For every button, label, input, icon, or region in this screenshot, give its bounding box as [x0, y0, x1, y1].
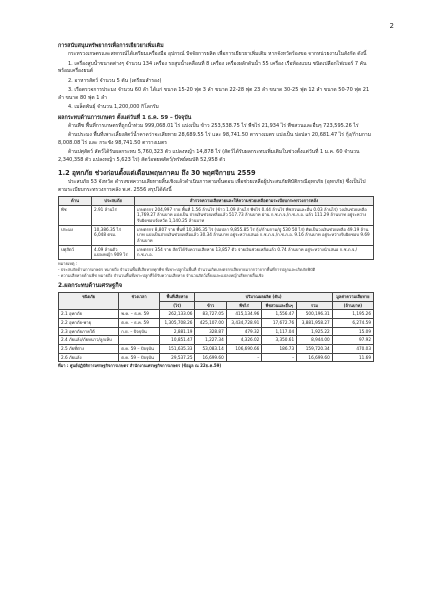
table-cell: พืช: [59, 205, 92, 225]
section-heading-flood: 1.2 อุทกภัย ช่วงก่อนตั้งแต่เดือนพฤษภาคม ถึง 30 พฤศจิกายน 2559: [58, 168, 256, 177]
table-cell: 159,720.34: [297, 344, 333, 353]
table-header: ช่วงเวลา: [119, 293, 160, 310]
table-cell: 2.91 ล้านไร่: [92, 205, 135, 225]
table-cell: 3,881,958.27: [297, 318, 333, 327]
table-cell: 3,350.61: [262, 336, 297, 345]
table-cell: 2.5 ภัยที่ต่าง: [59, 344, 119, 353]
table-cell: 4,326.02: [226, 336, 262, 345]
paragraph: 1. เครื่องสูบน้ำขนาดต่างๆ จำนวน 134 เครื่อง รถสูบน้ำเคลื่อนที่ 8 เครื่อง เครื่องผลักดันน้ำ 55 เครื่อง เรือท้องแบน ชนิดเปลือกไฟเบอร์ 7 คัน พร้อมเครื่องยนต์: [58, 60, 367, 75]
table-row: [59, 344, 374, 353]
table-cell: 17,672.76: [262, 318, 297, 327]
table-cell: 10,851.47: [159, 336, 195, 345]
table-cell: ปศุสัตว์: [59, 245, 92, 259]
table-cell: 8,944.00: [297, 336, 333, 345]
paragraph: 4. เมล็ดพันธุ์ จำนวน 1,200,000 กิโลกรัม: [68, 103, 159, 110]
table-header: ปริมาณผลผลิต (ตัน): [195, 293, 332, 301]
note-item: - ประสบภัยด้านการเกษตร หมายถึง จำนวนพื้นที่เสียหายทุกพืช ที่เพาะปลูกในพื้นที่ จำนวนเกิดเกษตรกรเสียหายมากกว่าจากพื้นที่การปลูกและเกิดภัยพิบัติ: [58, 266, 316, 272]
table-header: พื้นที่เสียหาย: [159, 293, 195, 301]
table-cell: พ.ค. – ธ.ค. 59: [119, 310, 160, 319]
table-cell: 415,134.96: [226, 310, 262, 319]
table-cell: [119, 336, 160, 345]
table-cell: 1,227.34: [195, 336, 226, 345]
economic-impact-table: [58, 292, 374, 362]
table-row: [59, 353, 374, 362]
table-cell: 186.73: [262, 344, 297, 353]
paragraph: ด้านประมง พื้นที่เพาะเลี้ยงสัตว์น้ำคาดว่าจะเสียหาย 28,689.55 ไร่ และ 98,741.50 ตารางเมตร แบ่งเป็น บ่อปลา 20,681.47 ไร่ กุ้ง/ก้ามกาม 8,008.08 ไร่ และ กระชัง 98,741.50 ตารางเมตร: [58, 132, 371, 146]
table-cell: –: [226, 353, 262, 362]
notes-label: หมายเหตุ :: [58, 261, 78, 267]
source-note: ที่มา : ศูนย์ปฏิบัติการเศรษฐกิจการเกษตร สำนักงานเศรษฐกิจการเกษตร (ข้อมูล ณ 22ธ.ค.59): [58, 363, 222, 369]
table-cell: 3,434,728.91: [226, 318, 262, 327]
table-cell: ประมง: [59, 225, 92, 245]
table-cell: 11.69: [332, 353, 373, 362]
table-header: ประสบภัย: [92, 196, 135, 205]
table-row: [59, 225, 374, 245]
notes: [58, 261, 374, 278]
table-cell: 328.87: [195, 327, 226, 336]
table-cell: 16,699.60: [195, 353, 226, 362]
table-cell: เกษตรกร 204,997 ราย พื้นที่ 1.56 ล้านไร่ (ข้าว 1.09 ล้านไร่ พืชไร่ 0.44 ล้านไร่ พืชสวนและอื่น 0.03 ล้านไร่) วงเงินช่วยเหลือ 1,769.27 ล้านบาท แบ่งเป็น จ่ายเงินช่วยเหลือแล้ว 517.73 ล้านบาท ผ่าน ก.ช.ภ.จ./ก.ช.ภ.อ. แล้ว 111.29 ล้านบาท อยู่ระหว่างรับผิดชอบจังหวัด 1,140.25 ล้านบาท: [135, 205, 374, 225]
table-cell: 1,556.47: [262, 310, 297, 319]
table-header: ชนิดภัย: [59, 293, 119, 310]
table-cell: 1,305,708.26: [159, 318, 195, 327]
table-cell: ก.ย. – ปัจจุบัน: [119, 327, 160, 336]
paragraph: ประสบภัย 53 จังหวัด ดำรงขพความเสียหายสิ้นเชิงแล้วดำเนินการตามขั้นตอน เพื่อช่วยเหลือผู้ประสบภัยพิบัติกรณีอุทกภัย (อุทกภัย) ซึ่งเป็นไปตามระเบียบกระทรวงการคลัง พ.ศ. 2556 สรุปได้ดังนี้: [58, 178, 366, 193]
table-header: ด้าน: [59, 196, 92, 205]
table-row: [59, 318, 374, 327]
table-cell: 1,195.26: [332, 310, 373, 319]
table-cell: 2.6 ภัยแล้ง: [59, 353, 119, 362]
table-cell: –: [262, 353, 297, 362]
paragraph: 3. เรือตรวจการประมง จำนวน 60 ลำ ได้แก่ ขนาด 15-20 ฟุต 3 ลำ ขนาด 22-28 ฟุต 23 ลำ ขนาด 30-25 ฟุต 12 ลำ ขนาด 50-70 ฟุต 21 ลำ ขนาด 80 ฟุต 1 ลำ: [58, 86, 370, 101]
table-cell: 1,925.22: [297, 327, 333, 336]
section-heading-impact: ผลกระทบด้านการเกษตร ตั้งแต่วันที่ 1 ธ.ค. 59 – ปัจจุบัน: [58, 114, 192, 121]
table-cell: 151,635.33: [159, 344, 195, 353]
table-header-row: [59, 196, 374, 205]
table-cell: 2.4 ภัยแล้ง/ภัยหนาว/ลูกเห็บ: [59, 336, 119, 345]
table-header: พืชสวนและอื่นๆ: [262, 301, 297, 309]
table-cell: 4.09 ล้านตัว แปลงหญ้า 909 ไร่: [92, 245, 135, 259]
table-cell: เกษตรกร 354 ราย สัตว์ได้รับความเสียหาย 13,857 ตัว จ่ายเงินช่วยเหลือแล้ว 0.74 ล้านบาท อยู่ระหว่างนำเสนอ ก.ช.ภ.จ./ก.ช.ภ.อ.: [135, 245, 374, 259]
table-cell: ต.ค. – ธ.ค. 59: [119, 318, 160, 327]
table-cell: 470.03: [332, 344, 373, 353]
table-cell: 425,107.00: [195, 318, 226, 327]
paragraph: กระทรวงเกษตรและสหกรณ์ได้เตรียมเครื่องมือ อุปกรณ์ ปัจจัยการผลิต เพื่อการเยียวยาเพิ่มเติม หากจังหวัดร้องขอ จากหน่วยงานในสังกัด ดังนี้: [68, 51, 367, 58]
table-cell: เกษตรกร 8,807 ราย พื้นที่ 10,386.35 ไร่ (บ่อปลา 9,855.85 ไร่ กุ้ง/ก้ามกาม/ปู 530 50 ไร่) ศิดเป็นวงเงินช่วยเหลือ 49.19 ล้านบาท แบ่งเป็นจ่ายเงินช่วยเหลือแล้ว 30.34 ล้านบาท อยู่ระหว่างเสนอ ก.ช.ภ.จ./ก.ช.ภ.อ. 9.16 ล้านบาท อยู่ระหว่างรับผิดชอบ 9.69 ล้านบาท: [135, 225, 374, 245]
paragraph: 2. อาหารสัตว์ จำนวน 5 ตัน (เตรียมสำรอง): [68, 77, 162, 84]
table-row: [59, 205, 374, 225]
table-cell: 500,196.31: [297, 310, 333, 319]
table-header: สำรวจความเสียหายและให้ความช่วยเหลือตามระเบียบกระทรวงการคลัง: [135, 196, 374, 205]
table-row: [59, 336, 374, 345]
flood-assistance-table: [58, 196, 374, 260]
table-row: [59, 327, 374, 336]
table-cell: 106,690.66: [226, 344, 262, 353]
section-heading-resources: การสนับสนุนทรัพยากรเพื่อการเยียวยาเพิ่มเติม: [58, 43, 164, 49]
table-header: ข้าว: [195, 301, 226, 309]
table-cell: ต.ค. 59 – ปัจจุบัน: [119, 353, 160, 362]
table-cell: ต.ค. 59 – ปัจจุบัน: [119, 344, 160, 353]
table-cell: 2.2 อุทกภัย-พายุ: [59, 318, 119, 327]
table-row: [59, 245, 374, 259]
table-header: มูลค่าความเสียหาย: [332, 293, 373, 301]
table-cell: 479.32: [226, 327, 262, 336]
document-body: [58, 40, 374, 369]
table-cell: 1,117.04: [262, 327, 297, 336]
page-number: 2: [389, 22, 394, 30]
table-header: รวม: [297, 301, 333, 309]
table-cell: 83,727.05: [195, 310, 226, 319]
table-cell: 10,386.35 ไร่ 6,048 ตรม.: [92, 225, 135, 245]
table-cell: 15.09: [332, 327, 373, 336]
table-cell: 2.3 อุทกภัยภาคใต้: [59, 327, 119, 336]
note-item: - ความเสียหายด้านพืช หมายถึง จำนวนพื้นที่เพาะปลูกที่ได้รับความเสียหาย จำนวนสัตว์เลี้ยงและแปลงหญ้าเสียหายสิ้นเชิง: [58, 272, 264, 278]
table-cell: 53,083.14: [195, 344, 226, 353]
table-header-row: [59, 293, 374, 301]
paragraph: ด้านพืช พื้นที่การเกษตรที่ถูกน้ำท่วม 999,068.01 ไร่ แบ่งเป็น ข้าว 253,538.75 ไร่ พืชไร่ 21,934 ไร่ พืชสวนและอื่นๆ 723,595.26 ไร่: [68, 123, 359, 129]
table-header: (ไร่): [159, 301, 195, 309]
section-heading-economic: 2.ผลกระทบด้านเศรษฐกิจ: [58, 283, 123, 290]
table-row: [59, 310, 374, 319]
table-header: (ล้านบาท): [332, 301, 373, 309]
table-cell: 2,881.19: [159, 327, 195, 336]
table-cell: 6,274.59: [332, 318, 373, 327]
table-cell: 29,537.25: [159, 353, 195, 362]
table-cell: 97.92: [332, 336, 373, 345]
paragraph: ด้านปศุสัตว์ สัตว์ได้รับผลกระทบ 5,760,323 ตัว แปลงหญ้า 14,878 ไร่ (สัตว์ได้รับผลกระทบเพิ่มเติมในช่วงตั้งแต่วันที่ 1 ม.ค. 60 จำนวน 2,340,358 ตัว แปลงหญ้า 5,623 ไร่) สัตว์อพยพสัตว์/ทรัพย์สมบัติ 52,958 ตัว: [58, 149, 360, 163]
table-cell: 16,699.60: [297, 353, 333, 362]
table-cell: 2.1 อุทกภัย: [59, 310, 119, 319]
table-header: พืชไร่: [226, 301, 262, 309]
table-cell: 262,133.06: [159, 310, 195, 319]
